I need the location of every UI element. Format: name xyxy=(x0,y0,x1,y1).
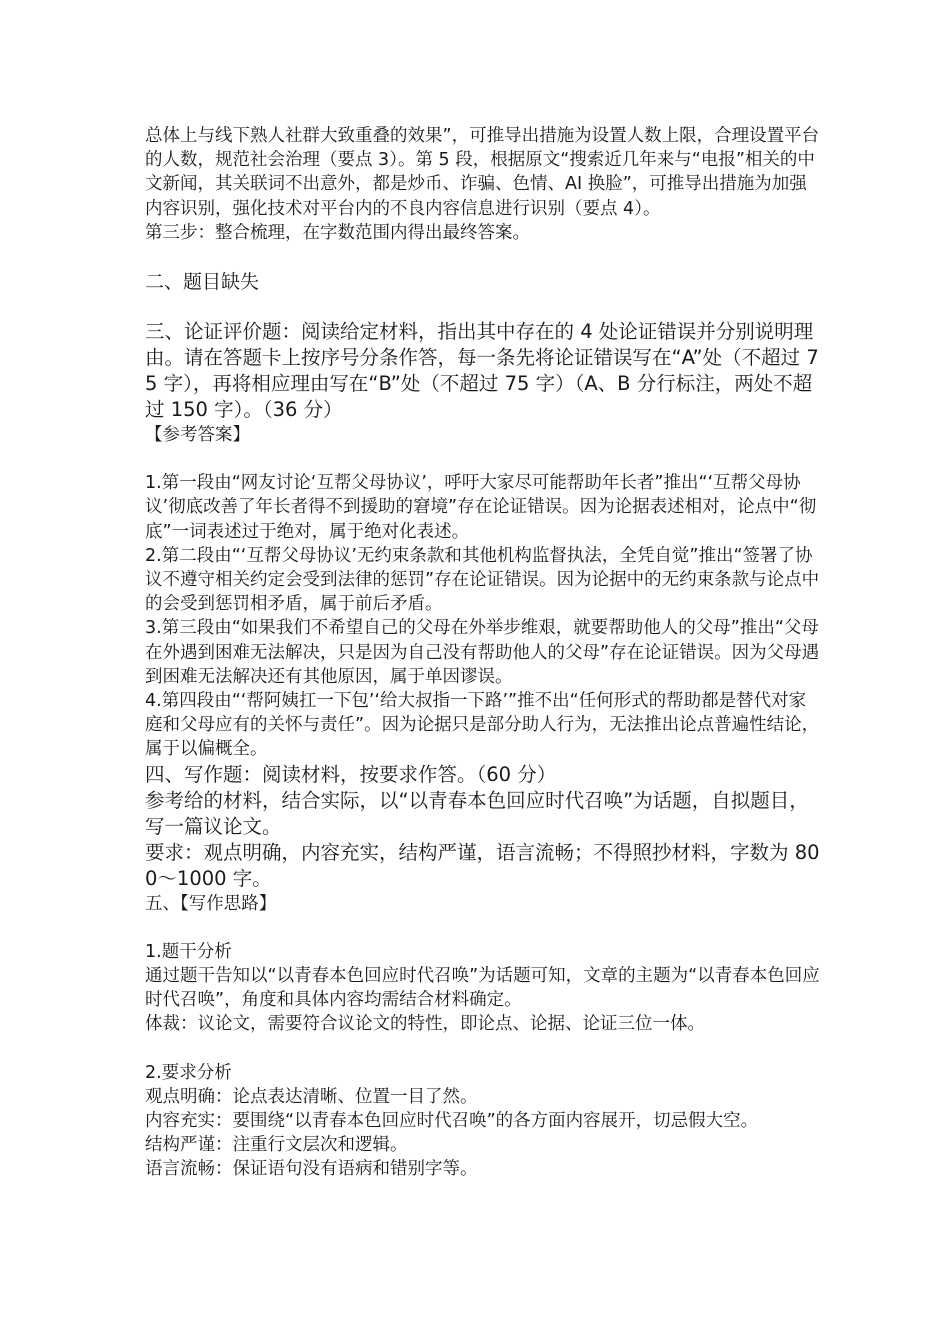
answer-item-4: 4.第四段由“‘帮阿姨扛一下包’‘给大叔指一下路’”推不出“任何形式的帮助都是替代对家庭和父母应有的关怀与责任”。因为论据只是部分助人行为，无法推出论点普遍性结论，属于以偏概全。 xyxy=(145,691,820,760)
spacer xyxy=(145,295,820,319)
analysis-2-line-3: 结构严谨：注重行文层次和逻辑。 xyxy=(145,1135,408,1156)
spacer xyxy=(145,1037,820,1061)
analysis-1-genre: 体裁：议论文，需要符合议论文的特性，即论点、论据、论证三位一体。 xyxy=(145,1014,705,1035)
paragraph-step2-continuation: 总体上与线下熟人社群大致重叠的效果”，可推导出措施为设置人数上限，合理设置平台的人数，规范社会治理（要点 3）。第 5 段，根据原文“搜索近几年来与“电报”相关的中文新闻，其关联词不出意外，都是炒币、诈骗、色情、AI 换脸”，可推导出措施为加强内容识别，强化技术对平台内的不良内容信息进行识别（要点 4）。 xyxy=(145,126,820,219)
section-2-heading: 二、题目缺失 xyxy=(145,271,260,294)
section-3-question: 三、论证评价题：阅读给定材料，指出其中存在的 4 处论证错误并分别说明理由。请在答题卡上按序号分条作答，每一条先将论证错误写在“A”处（不超过 75 字），再将相应理由写在“B”处（不超过 75 字）（A、B 分行标注，两处不超过 150 字）。（36 分） xyxy=(145,320,819,422)
answer-item-2: 2.第二段由“‘互帮父母协议’无约束条款和其他机构监督执法，全凭自觉”推出“签署了协议不遵守相关约定会受到法律的惩罚”存在论证错误。因为论据中的无约束条款与论点中的会受到惩罚相矛盾，属于前后矛盾。 xyxy=(145,545,820,615)
answer-item-1: 1.第一段由“网友讨论‘互帮父母协议’，呼吁大家尽可能帮助年长者”推出“‘互帮父母协议’彻底改善了年长者得不到援助的窘境”存在论证错误。因为论据表述相对，论点中“彻底”一词表述过于绝对，属于绝对化表述。 xyxy=(145,473,817,542)
analysis-2-line-1: 观点明确：论点表达清晰、位置一目了然。 xyxy=(145,1086,478,1107)
paragraph-step3: 第三步：整合梳理，在字数范围内得出最终答案。 xyxy=(145,222,530,243)
reference-answer-label: 【参考答案】 xyxy=(145,425,250,446)
analysis-2-line-2: 内容充实：要围绕“以青春本色回应时代召唤”的各方面内容展开，切忌假大空。 xyxy=(145,1111,759,1132)
section-4-prompt: 参考给的材料，结合实际，以“以青春本色回应时代召唤”为话题，自拟题目，写一篇议论文。 xyxy=(145,788,809,838)
section-5-heading: 五、【写作思路】 xyxy=(145,893,277,914)
document-page xyxy=(145,124,820,1182)
analysis-2-title: 2.要求分析 xyxy=(145,1062,232,1083)
section-4-requirements: 要求：观点明确，内容充实，结构严谨，语言流畅；不得照抄材料，字数为 800～1000 字。 xyxy=(145,840,820,890)
analysis-2-line-4: 语言流畅：保证语句没有语病和错别字等。 xyxy=(145,1159,478,1180)
analysis-1-title: 1.题干分析 xyxy=(145,941,232,962)
answer-item-3: 3.第三段由“如果我们不希望自己的父母在外举步维艰，就要帮助他人的父母”推出“父母在外遇到困难无法解决，只是因为自己没有帮助他人的父母”存在论证错误。因为父母遇到困难无法解决还有其他原因，属于单因谬误。 xyxy=(145,618,820,687)
spacer xyxy=(145,447,820,471)
spacer xyxy=(145,916,820,940)
spacer xyxy=(145,245,820,269)
analysis-1-topic: 通过题干告知以“以青春本色回应时代召唤”为话题可知，文章的主题为“以青春本色回应时代召唤”，角度和具体内容均需结合材料确定。 xyxy=(145,966,820,1011)
section-4-heading: 四、写作题：阅读材料，按要求作答。（60 分） xyxy=(145,762,557,786)
